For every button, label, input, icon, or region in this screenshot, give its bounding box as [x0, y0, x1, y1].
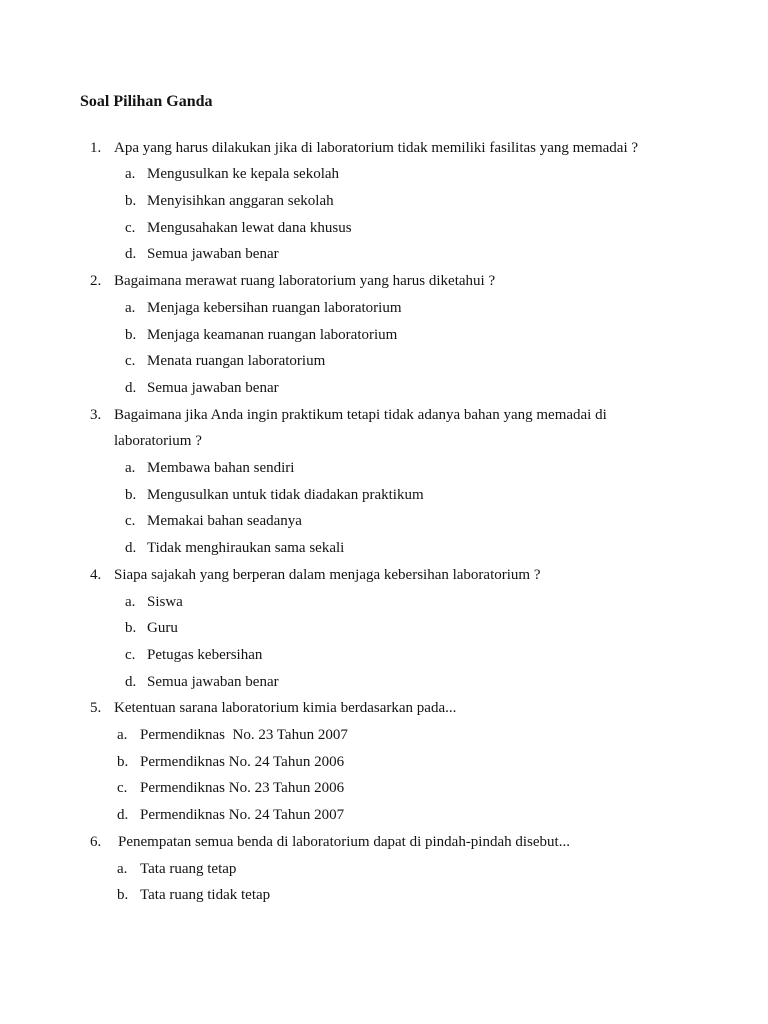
- option-list: [90, 722, 690, 829]
- option-b: [117, 749, 690, 776]
- option-list: [90, 856, 690, 909]
- option-letter: c.: [125, 646, 136, 663]
- option-a: [125, 589, 690, 616]
- option-text: Permendiknas No. 23 Tahun 2007: [140, 727, 348, 744]
- option-text: Semua jawaban benar: [147, 379, 279, 396]
- option-text: Tata ruang tetap: [140, 860, 237, 877]
- option-text: Menjaga keamanan ruangan laboratorium: [147, 326, 398, 343]
- question-line: [90, 402, 690, 455]
- question-number: 1.: [90, 139, 102, 156]
- option-a: [125, 295, 690, 322]
- question-4: [90, 562, 690, 696]
- option-a: [125, 455, 690, 482]
- option-text: Permendiknas No. 24 Tahun 2006: [140, 753, 345, 770]
- option-text: Menata ruangan laboratorium: [147, 353, 326, 370]
- option-d: [125, 375, 690, 402]
- option-letter: a.: [117, 860, 128, 877]
- option-letter: a.: [125, 460, 136, 477]
- option-b: [125, 615, 690, 642]
- option-text: Mengusahakan lewat dana khusus: [147, 219, 352, 236]
- question-line: [90, 695, 690, 722]
- option-text: Menjaga kebersihan ruangan laboratorium: [147, 299, 402, 316]
- option-letter: d.: [117, 807, 129, 824]
- option-list: [90, 455, 690, 562]
- question-text: Apa yang harus dilakukan jika di laboratorium tidak memiliki fasilitas yang memadai ?: [114, 139, 639, 156]
- option-a: [117, 722, 690, 749]
- option-text: Tata ruang tidak tetap: [140, 887, 271, 904]
- option-text: Memakai bahan seadanya: [147, 513, 302, 530]
- option-letter: c.: [125, 219, 136, 236]
- question-5: [90, 695, 690, 829]
- option-b: [125, 322, 690, 349]
- option-text: Mengusulkan ke kepala sekolah: [147, 166, 340, 183]
- question-number: 5.: [90, 700, 102, 717]
- option-list: [90, 589, 690, 696]
- option-c: [117, 775, 690, 802]
- option-d: [125, 241, 690, 268]
- option-letter: b.: [117, 887, 129, 904]
- option-d: [125, 669, 690, 696]
- option-b: [125, 188, 690, 215]
- question-line: [90, 562, 690, 589]
- option-text: Petugas kebersihan: [147, 646, 263, 663]
- option-letter: d.: [125, 540, 137, 557]
- option-text: Guru: [147, 620, 178, 637]
- option-text: Tidak menghiraukan sama sekali: [147, 540, 345, 557]
- option-letter: d.: [125, 246, 137, 263]
- option-letter: b.: [125, 326, 137, 343]
- question-text: Siapa sajakah yang berperan dalam menjaga kebersihan laboratorium ?: [114, 566, 541, 583]
- option-b: [125, 482, 690, 509]
- option-text: Permendiknas No. 23 Tahun 2006: [140, 780, 345, 797]
- question-number: 4.: [90, 566, 102, 583]
- option-c: [125, 215, 690, 242]
- option-c: [125, 642, 690, 669]
- option-letter: a.: [125, 166, 136, 183]
- question-list: [90, 135, 690, 909]
- option-text: Permendiknas No. 24 Tahun 2007: [140, 807, 345, 824]
- option-letter: a.: [125, 299, 136, 316]
- option-text: Semua jawaban benar: [147, 673, 279, 690]
- option-a: [125, 161, 690, 188]
- question-6: [90, 829, 690, 909]
- question-number: 3.: [90, 406, 102, 423]
- option-letter: c.: [117, 780, 128, 797]
- option-letter: d.: [125, 379, 137, 396]
- question-line: [90, 135, 690, 162]
- option-text: Menyisihkan anggaran sekolah: [147, 193, 334, 209]
- option-letter: b.: [125, 486, 137, 503]
- option-text: Semua jawaban benar: [147, 246, 279, 263]
- page-title: Soal Pilihan Ganda: [80, 93, 213, 110]
- option-text: Siswa: [147, 593, 183, 610]
- option-text: Membawa bahan sendiri: [147, 460, 295, 477]
- option-list: [90, 161, 690, 268]
- option-d: [125, 535, 690, 562]
- option-list: [90, 295, 690, 402]
- option-letter: c.: [125, 353, 136, 370]
- option-letter: d.: [125, 673, 137, 690]
- option-letter: b.: [125, 193, 137, 209]
- question-text: Ketentuan sarana laboratorium kimia berdasarkan pada...: [114, 700, 457, 717]
- option-letter: b.: [117, 753, 129, 770]
- option-letter: c.: [125, 513, 136, 530]
- option-letter: a.: [117, 727, 128, 744]
- question-text: Bagaimana jika Anda ingin praktikum tetapi tidak adanya bahan yang memadai di laboratorium ?: [114, 406, 611, 450]
- option-letter: a.: [125, 593, 136, 610]
- question-text: Penempatan semua benda di laboratorium dapat di pindah-pindah disebut...: [118, 833, 570, 850]
- question-3: [90, 402, 690, 562]
- option-c: [125, 348, 690, 375]
- question-2: [90, 268, 690, 402]
- question-line: [90, 829, 690, 856]
- option-text: Mengusulkan untuk tidak diadakan praktikum: [147, 486, 424, 503]
- option-letter: b.: [125, 620, 137, 637]
- question-number: 2.: [90, 273, 102, 290]
- question-line: [90, 268, 690, 295]
- question-text: Bagaimana merawat ruang laboratorium yang harus diketahui ?: [114, 273, 496, 290]
- question-number: 6.: [90, 833, 102, 850]
- option-d: [117, 802, 690, 829]
- option-a: [117, 856, 690, 883]
- question-1: [90, 135, 690, 269]
- option-b: [117, 882, 690, 909]
- option-c: [125, 508, 690, 535]
